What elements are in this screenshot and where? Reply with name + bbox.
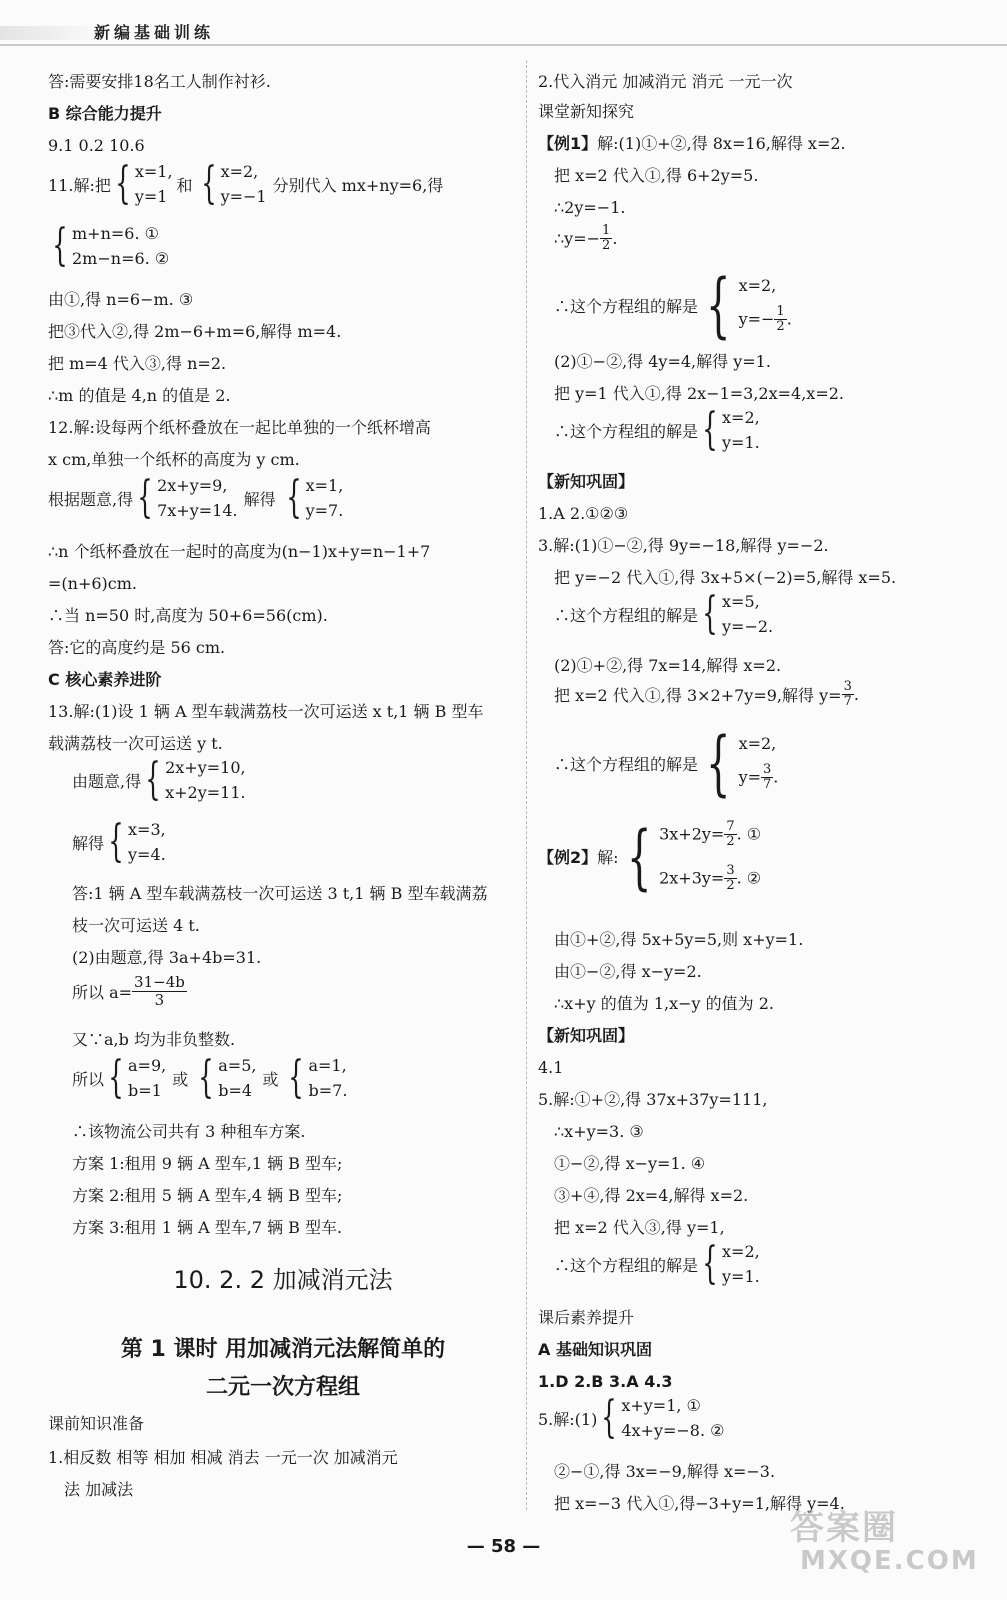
solution-system — [554, 404, 760, 455]
watermark-logo: 答案圈 — [790, 1508, 898, 1548]
solution-text: ∴这个方程组的解是 — [554, 421, 699, 441]
q11-tail: 分别代入 mx+ny=6,得 — [272, 175, 444, 195]
answer-line: 4.1 — [538, 1058, 564, 1077]
equation: x=2, — [738, 275, 777, 295]
solution-text: ∴y=− — [554, 229, 601, 249]
solution-line: ∴y=− $\frac{1}{2}$ . — [554, 223, 618, 254]
equation: m+n=6. ① — [72, 224, 159, 243]
solution-line: 5.解:①+②,得 37x+37y=111, — [538, 1090, 768, 1109]
solution-text: 解: — [597, 848, 619, 868]
solution-line: ③+④,得 2x=4,解得 x=2. — [554, 1186, 749, 1205]
section-a-heading: A 基础知识巩固 — [538, 1340, 652, 1359]
brace: { — [702, 404, 718, 455]
solution-line: ∴x+y=3. ③ — [554, 1122, 644, 1141]
equation: a=1, — [308, 1056, 347, 1075]
solution-line: 把 x=2 代入①,得 6+2y=5. — [554, 166, 759, 185]
q12-line: 12.解:设每两个纸杯叠放在一起比单独的一个纸杯增高 — [48, 418, 431, 437]
consolidation-heading: 【新知巩固】 — [538, 1026, 635, 1045]
brace: { — [626, 815, 652, 898]
brace: { — [285, 472, 302, 523]
q13-line: (2)由题意,得 3a+4b=31. — [72, 948, 262, 967]
solution-line: 把 x=2 代入①,得 3×2+7y=9,解得 y= $\frac{3}{7}$ . — [554, 679, 859, 710]
pre-class-answer: 1.相反数 相等 相加 相减 消去 一元一次 加减消元 — [48, 1448, 398, 1467]
answer-line: 1.D 2.B 3.A 4.3 — [538, 1372, 673, 1391]
q12-line: x cm,单独一个纸杯的高度为 y cm. — [48, 450, 300, 469]
fraction — [842, 680, 854, 710]
equation: y=1. — [722, 433, 760, 452]
solution-line: ∴x+y 的值为 1,x−y 的值为 2. — [554, 994, 774, 1013]
solution-text: ∴这个方程组的解是 — [554, 296, 699, 316]
brace: { — [108, 1052, 124, 1103]
equation: y=− $\frac{1}{2}$ . — [738, 303, 792, 334]
q13-line: 方案 2:租用 5 辆 A 型车,4 辆 B 型车; — [72, 1186, 343, 1205]
brace: { — [108, 816, 124, 867]
q13-line: 方案 3:租用 1 辆 A 型车,7 辆 B 型车. — [72, 1218, 343, 1237]
fraction — [132, 974, 187, 1008]
q13-system-1 — [72, 754, 246, 805]
solution-line: 把 y=1 代入①,得 2x−1=3,2x=4,x=2. — [554, 384, 845, 403]
book-title: 新编基础训练 — [94, 23, 215, 42]
q12-line: ∴当 n=50 时,高度为 50+6=56(cm). — [48, 606, 328, 625]
class-explore-heading: 课堂新知探究 — [538, 102, 635, 121]
lesson-title: 二元一次方程组 — [205, 1375, 360, 1400]
q11-lead: 11.解:把 — [48, 175, 111, 195]
equation: y=−1 — [220, 187, 267, 206]
q13-line: 方案 1:租用 9 辆 A 型车,1 辆 B 型车; — [72, 1154, 343, 1173]
q13-cases — [72, 1052, 348, 1103]
solution-text: ∴这个方程组的解是 — [554, 1255, 699, 1275]
equation: x+2y=11. — [165, 783, 246, 802]
q13-lead: 所以 a= — [72, 982, 133, 1002]
section-c-heading: C 核心素养进阶 — [48, 670, 162, 689]
fraction: $\frac{1}{2}$ — [776, 303, 785, 334]
q13-line: 枝一次可运送 4 t. — [72, 916, 200, 935]
brace: { — [198, 1052, 214, 1103]
page-number: — 58 — — [466, 1536, 541, 1557]
q11-intro — [48, 158, 444, 209]
q13-line: 13.解:(1)设 1 辆 A 型车载满荔枝一次可运送 x t,1 辆 B 型车 — [48, 702, 484, 721]
connector: 解得 — [243, 489, 276, 509]
fraction — [600, 224, 612, 254]
q12-line: ∴n 个纸杯叠放在一起时的高度为(n−1)x+y=n−1+7 — [48, 542, 431, 561]
brace: { — [706, 264, 731, 346]
q12-lead: 根据题意,得 — [48, 489, 134, 509]
solution-text: 解:(1)①+②,得 8x=16,解得 x=2. — [597, 134, 846, 153]
numerator: 31−4b — [134, 973, 185, 991]
equation: y=−2. — [722, 617, 774, 636]
solution-line: 把③代入②,得 2m−6+m=6,解得 m=4. — [48, 322, 342, 341]
q12-line: =(n+6)cm. — [48, 574, 137, 593]
equation: y=7. — [305, 501, 344, 520]
connector: 或 — [172, 1069, 189, 1089]
equation: 2m−n=6. ② — [72, 249, 170, 268]
lesson-title: 第 1 课时 用加减消元法解简单的 — [120, 1337, 446, 1362]
q13-system-2 — [72, 816, 166, 867]
brace: { — [115, 158, 131, 209]
answers-9-10: 9.1 0.2 10.6 — [48, 136, 145, 155]
example-1-line — [538, 134, 846, 153]
q13-line: 载满荔枝一次可运送 y t. — [48, 734, 223, 753]
solution-text: ∴这个方程组的解是 — [554, 754, 699, 774]
equation: a=5, — [218, 1056, 257, 1075]
column-divider — [526, 60, 527, 1510]
q13-line: 又∵a,b 均为非负整数. — [72, 1030, 236, 1049]
q12-line: 答:它的高度约是 56 cm. — [48, 638, 226, 657]
solution-line: 把 y=−2 代入①,得 3x+5×(−2)=5,解得 x=5. — [554, 568, 897, 587]
brace: { — [200, 158, 217, 209]
brace: { — [52, 220, 68, 271]
answer-line: 2.代入消元 加减消元 消元 一元一次 — [538, 72, 793, 91]
header-rule — [0, 44, 1007, 46]
answer-line: 答:需要安排18名工人制作衬衫. — [48, 72, 271, 91]
after-class-heading: 课后素养提升 — [538, 1308, 635, 1327]
q13-line: ∴该物流公司共有 3 种租车方案. — [72, 1122, 306, 1141]
brace: { — [145, 754, 161, 805]
brace: { — [702, 588, 718, 639]
equation: x=5, — [722, 592, 760, 611]
solution-line: 把 m=4 代入③,得 n=2. — [48, 354, 227, 373]
q13-fraction-line — [72, 974, 187, 1008]
brace: { — [706, 722, 731, 804]
solution-system — [554, 264, 792, 346]
pre-class-heading: 课前知识准备 — [48, 1414, 145, 1433]
solution-line: 由①−②,得 x−y=2. — [554, 962, 702, 981]
answer-line: 1.A 2.①②③ — [538, 504, 629, 523]
equation: x=2, — [722, 1242, 760, 1261]
section-b-heading: B 综合能力提升 — [48, 104, 162, 123]
equation: y=1 — [134, 187, 168, 206]
solution-system — [554, 1238, 760, 1289]
solution-line: (2)①−②,得 4y=4,解得 y=1. — [554, 352, 771, 371]
equation: x=2, — [220, 162, 259, 181]
equation: 2x+y=10, — [165, 758, 246, 777]
solution-line: ②−①,得 3x=−9,解得 x=−3. — [554, 1462, 776, 1481]
equation: 4x+y=−8. ② — [621, 1421, 725, 1440]
fraction: $\frac{7}{2}$ — [726, 819, 735, 850]
connector: 和 — [176, 175, 193, 195]
numerator: 3 — [843, 679, 852, 694]
solution-text: 把 x=2 代入①,得 3×2+7y=9,解得 y= — [554, 686, 842, 706]
solution-line: ∴2y=−1. — [554, 198, 626, 217]
equation: x=3, — [128, 820, 166, 839]
equation: x=1, — [305, 476, 344, 495]
solution-text: 5.解:(1) — [538, 1409, 598, 1429]
header-decoration — [0, 26, 88, 40]
q12-systems — [48, 472, 344, 523]
solution-line: ①−②,得 x−y=1. ④ — [554, 1154, 706, 1173]
pre-class-answer: 法 加减法 — [64, 1480, 134, 1499]
solution-line: 由①+②,得 5x+5y=5,则 x+y=1. — [554, 930, 804, 949]
q13-lead: 解得 — [72, 833, 105, 853]
equation: b=1 — [128, 1081, 162, 1100]
solution-line: 由①,得 n=6−m. ③ — [48, 290, 194, 309]
q13-lead: 由题意,得 — [72, 771, 142, 791]
connector: 或 — [262, 1069, 279, 1089]
equation: 7x+y=14. — [157, 501, 238, 520]
brace: { — [288, 1052, 305, 1103]
example-label: 【例2】 — [538, 848, 598, 868]
q11-system — [48, 220, 170, 271]
solution-system — [554, 722, 779, 804]
consolidation-heading: 【新知巩固】 — [538, 472, 635, 491]
equation: b=4 — [218, 1081, 253, 1100]
page-header — [0, 0, 1007, 50]
fraction: $\frac{3}{2}$ — [726, 862, 735, 893]
q13-line: 答:1 辆 A 型车载满荔枝一次可运送 3 t,1 辆 B 型车载满荔 — [72, 884, 488, 903]
example-label: 【例1】 — [538, 134, 598, 153]
brace: { — [601, 1392, 618, 1443]
solution-line: 3.解:(1)①−②,得 9y=−18,解得 y=−2. — [538, 536, 829, 555]
equation: y=1. — [722, 1267, 760, 1286]
denominator: 3 — [154, 990, 165, 1009]
fraction: $\frac{3}{7}$ — [763, 761, 772, 792]
solution-line: 把 x=2 代入③,得 y=1, — [554, 1218, 725, 1237]
equation: y=4. — [128, 845, 166, 864]
equation: 3x+2y= $\frac{7}{2}$ . ① — [659, 819, 762, 850]
numerator: 1 — [602, 223, 611, 238]
equation: x=2, — [722, 408, 760, 427]
brace: { — [702, 1238, 718, 1289]
q5-system — [538, 1392, 725, 1443]
solution-line: ∴m 的值是 4,n 的值是 2. — [48, 386, 231, 405]
solution-line: (2)①+②,得 7x=14,解得 x=2. — [554, 656, 782, 675]
denominator: 7 — [843, 694, 852, 710]
solution-text: ∴这个方程组的解是 — [554, 605, 699, 625]
denominator: 2 — [602, 238, 611, 254]
solution-system — [554, 588, 774, 639]
equation: 2x+y=9, — [157, 476, 228, 495]
equation: b=7. — [308, 1081, 348, 1100]
equation: x+y=1, ① — [621, 1396, 701, 1415]
equation: y= $\frac{3}{7}$ . — [738, 761, 779, 792]
equation: x=2, — [738, 733, 777, 753]
section-title: 10. 2. 2 加减消元法 — [173, 1266, 393, 1294]
q13-lead: 所以 — [72, 1069, 105, 1089]
solution-line: 把 x=−3 代入①,得−3+y=1,解得 y=4. — [554, 1494, 845, 1513]
brace: { — [137, 472, 153, 523]
equation: x=1, — [134, 162, 173, 181]
equation: a=9, — [128, 1056, 167, 1075]
watermark-url: MXQE.COM — [800, 1546, 979, 1576]
example-2 — [538, 815, 762, 898]
equation: 2x+3y= $\frac{3}{2}$ . ② — [659, 862, 762, 893]
